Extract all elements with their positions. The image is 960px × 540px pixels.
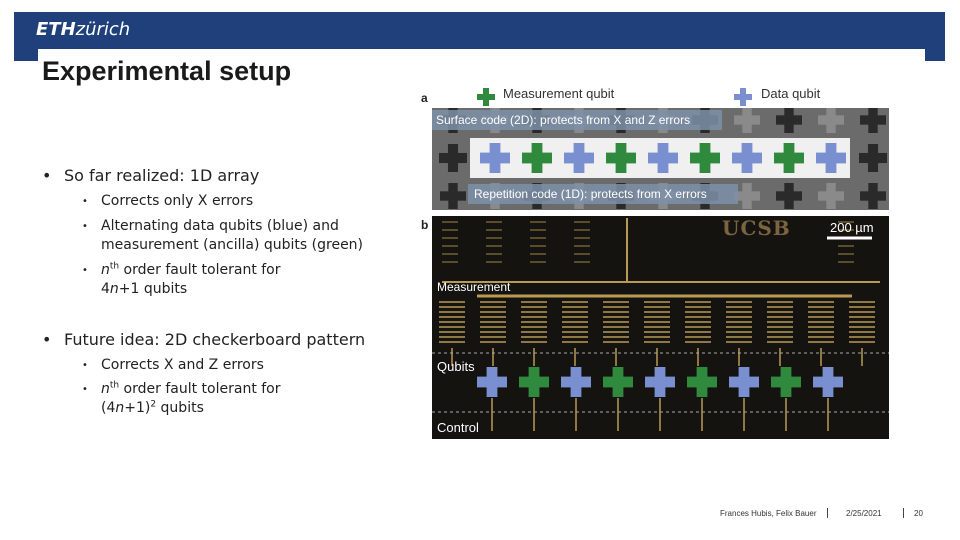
footer-page-number: 20	[914, 509, 923, 518]
repetition-code-label: Repetition code (1D): protects from X errors	[474, 187, 707, 201]
ucsb-label: UCSB	[722, 216, 791, 240]
data-qubit	[648, 153, 678, 164]
chip-photo-panel	[432, 216, 889, 439]
qubit-lattice-panel	[432, 108, 889, 210]
footer-authors: Frances Hubis, Felix Bauer	[720, 509, 817, 518]
control-row-label: Control	[437, 420, 479, 435]
chip-measurement-qubit	[687, 377, 717, 388]
chip-measurement-qubit	[603, 377, 633, 388]
lattice-qubit	[734, 115, 760, 124]
bullet-text: So far realized: 1D array	[64, 166, 260, 185]
figure-label-a: a	[421, 91, 428, 105]
lattice-qubit	[776, 115, 802, 124]
bullet-dot: •	[82, 384, 88, 395]
chip-data-qubit	[645, 377, 675, 388]
bullet-text: Alternating data qubits (blue) and measurement (ancilla) qubits (green)	[101, 218, 364, 253]
lattice-qubit	[859, 153, 887, 163]
bullet-dot: •	[42, 166, 52, 185]
bullet-text: Future idea: 2D checkerboard pattern	[64, 330, 366, 349]
chip-data-qubit	[477, 377, 507, 388]
measurement-row-label: Measurement	[437, 280, 511, 294]
measurement-qubit	[774, 153, 804, 164]
bullet-dot: •	[82, 221, 88, 232]
slide-title: Experimental setup	[42, 56, 292, 86]
lattice-qubit	[860, 191, 886, 200]
eth-logo: ETHzürich	[36, 19, 131, 40]
figure-label-b: b	[421, 218, 429, 232]
bullet-text: Corrects only X errors	[101, 193, 254, 209]
green-plus-icon	[476, 87, 496, 107]
blue-plus-icon	[733, 87, 753, 107]
data-qubit	[816, 153, 846, 164]
legend-data-qubit: Data qubit	[761, 86, 821, 101]
data-qubit	[480, 153, 510, 164]
bullet-dot: •	[82, 196, 88, 207]
bullet-dot: •	[42, 330, 52, 349]
lattice-qubit	[439, 153, 467, 163]
data-qubit	[564, 153, 594, 164]
scale-bar-label: 200 µm	[830, 220, 874, 235]
measurement-qubit	[690, 153, 720, 164]
legend-measurement-qubit: Measurement qubit	[503, 86, 615, 101]
measurement-qubit	[606, 153, 636, 164]
chip-photo-svg	[432, 216, 889, 439]
footer-separator	[903, 508, 904, 518]
footer-date: 2/25/2021	[846, 509, 882, 518]
chip-measurement-qubit	[519, 377, 549, 388]
lattice-qubit	[776, 191, 802, 200]
footer-separator	[827, 508, 828, 518]
bullet-dot: •	[82, 360, 88, 371]
bullet-dot: •	[82, 265, 88, 276]
lattice-qubit	[818, 191, 844, 200]
data-qubit	[732, 153, 762, 164]
qubits-row-label: Qubits	[437, 359, 475, 374]
lattice-qubit	[440, 191, 466, 200]
header-bar-tab-left	[14, 49, 38, 61]
measurement-qubit	[522, 153, 552, 164]
surface-code-label: Surface code (2D): protects from X and Z errors	[436, 113, 691, 127]
chip-data-qubit	[729, 377, 759, 388]
lattice-qubit	[818, 115, 844, 124]
lattice-qubit	[860, 115, 886, 124]
chip-data-qubit	[561, 377, 591, 388]
chip-data-qubit	[813, 377, 843, 388]
chip-measurement-qubit	[771, 377, 801, 388]
bullet-text: $n^{th}$ order fault tolerant for 4n+1 qubits	[101, 261, 281, 297]
header-bar-tab-right	[925, 49, 945, 61]
bullet-text: Corrects X and Z errors	[101, 357, 264, 373]
bullet-text: $n^{th}$ order fault tolerant for $(4n+1)^2$ qubits	[101, 380, 281, 416]
header-bar	[14, 12, 945, 49]
